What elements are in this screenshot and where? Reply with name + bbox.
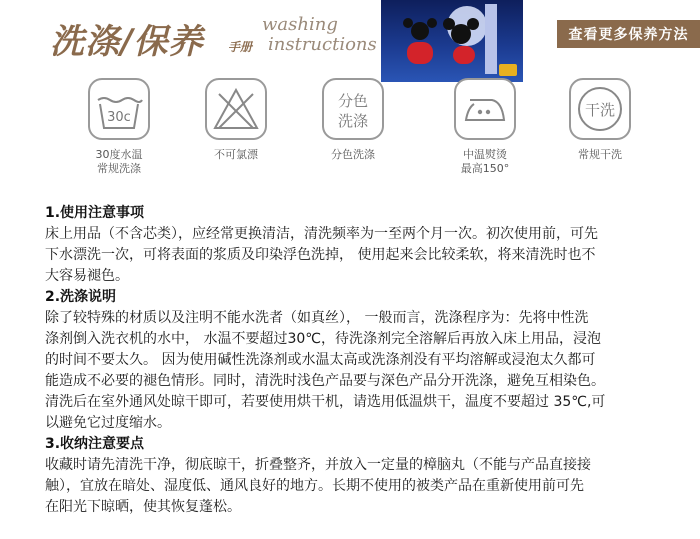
care-label: 分色洗涤 — [331, 148, 375, 161]
page-title: 洗涤/保养 — [50, 22, 204, 62]
separate-wash-text: 分色 — [337, 92, 369, 110]
promo-image — [381, 0, 523, 82]
care-label: 不可氯漂 — [214, 148, 258, 161]
care-item-no-bleach — [181, 78, 291, 162]
section-body-usage — [45, 224, 685, 287]
care-icons-row — [0, 78, 700, 188]
care-label: 常规洗涤 — [97, 162, 141, 175]
care-label: 30度水温 — [95, 148, 143, 161]
text-line: 能造成不必要的褪色情形。同时，清洗时浅色产品要与深色产品分开洗涤，避免互相染色。 — [45, 373, 605, 389]
section-title-storage: 3.收纳注意要点 — [45, 436, 145, 452]
text-line: 的时间不要太久。 因为使用碱性洗涤剂或水温太高或洗涤剂没有平均溶解或浸泡太久都可 — [45, 352, 596, 368]
care-label: 最高150° — [460, 162, 510, 175]
section-body-washing — [45, 308, 685, 434]
section-title-usage: 1.使用注意事项 — [45, 205, 145, 221]
dry-clean-icon — [569, 78, 631, 140]
title-en-line2: instructions — [268, 34, 377, 55]
text-line: 除了较特殊的材质以及注明不能水洗者（如真丝）， 一般而言，洗涤程序为：先将中性洗 — [45, 310, 589, 326]
care-label: 常规干洗 — [578, 148, 622, 161]
no-bleach-icon — [205, 78, 267, 140]
dry-clean-text: 干洗 — [584, 101, 616, 119]
brand-logo-icon — [499, 64, 517, 76]
instructions-content — [45, 203, 685, 518]
section-body-storage — [45, 455, 685, 518]
care-item-wash-30 — [64, 78, 174, 176]
text-line: 清洗后在室外通风处晾干即可，若要使用烘干机，请选用低温烘干，温度不要超过 35℃,可 — [45, 394, 606, 410]
separate-wash-icon — [322, 78, 384, 140]
separate-wash-text: 洗涤 — [337, 112, 369, 130]
care-item-separate-wash — [298, 78, 408, 162]
title-en-line1: washing — [262, 14, 338, 35]
text-line: 收藏时请先清洗干净，彻底晾干，折叠整齐，并放入一定量的樟脑丸（不能与产品直接接 — [45, 457, 591, 473]
text-line: 大容易褪色。 — [45, 268, 129, 284]
care-label: 中温熨烫 — [463, 148, 507, 161]
text-line: 涤剂倒入洗衣机的水中， 水温不要超过30℃，待洗涤剂完全溶解后再放入床上用品，浸泡 — [45, 331, 601, 347]
text-line: 在阳光下晾晒，使其恢复蓬松。 — [45, 499, 241, 515]
header — [0, 0, 700, 68]
text-line: 触），宜放在暗处、湿度低、通风良好的地方。长期不使用的被类产品在重新使用前可先 — [45, 478, 584, 494]
section-title-washing: 2.洗涤说明 — [45, 289, 117, 305]
text-line: 以避免它过度缩水。 — [45, 415, 171, 431]
care-item-dry-clean — [545, 78, 655, 162]
text-line: 下水漂洗一次，可将表面的浆质及印染浮色洗掉， 使用起来会比较柔软，将来清洗时也不 — [45, 247, 596, 263]
wash-30-icon — [88, 78, 150, 140]
title-subtext: 手册 — [228, 40, 253, 54]
wash-temp-text: 30c — [107, 110, 131, 125]
care-item-iron — [430, 78, 540, 176]
more-care-methods-button[interactable]: 查看更多保养方法 — [557, 20, 700, 48]
iron-medium-icon — [454, 78, 516, 140]
text-line: 床上用品（不含芯类），应经常更换清洁，清洗频率为一至两个月一次。初次使用前，可先 — [45, 226, 598, 242]
